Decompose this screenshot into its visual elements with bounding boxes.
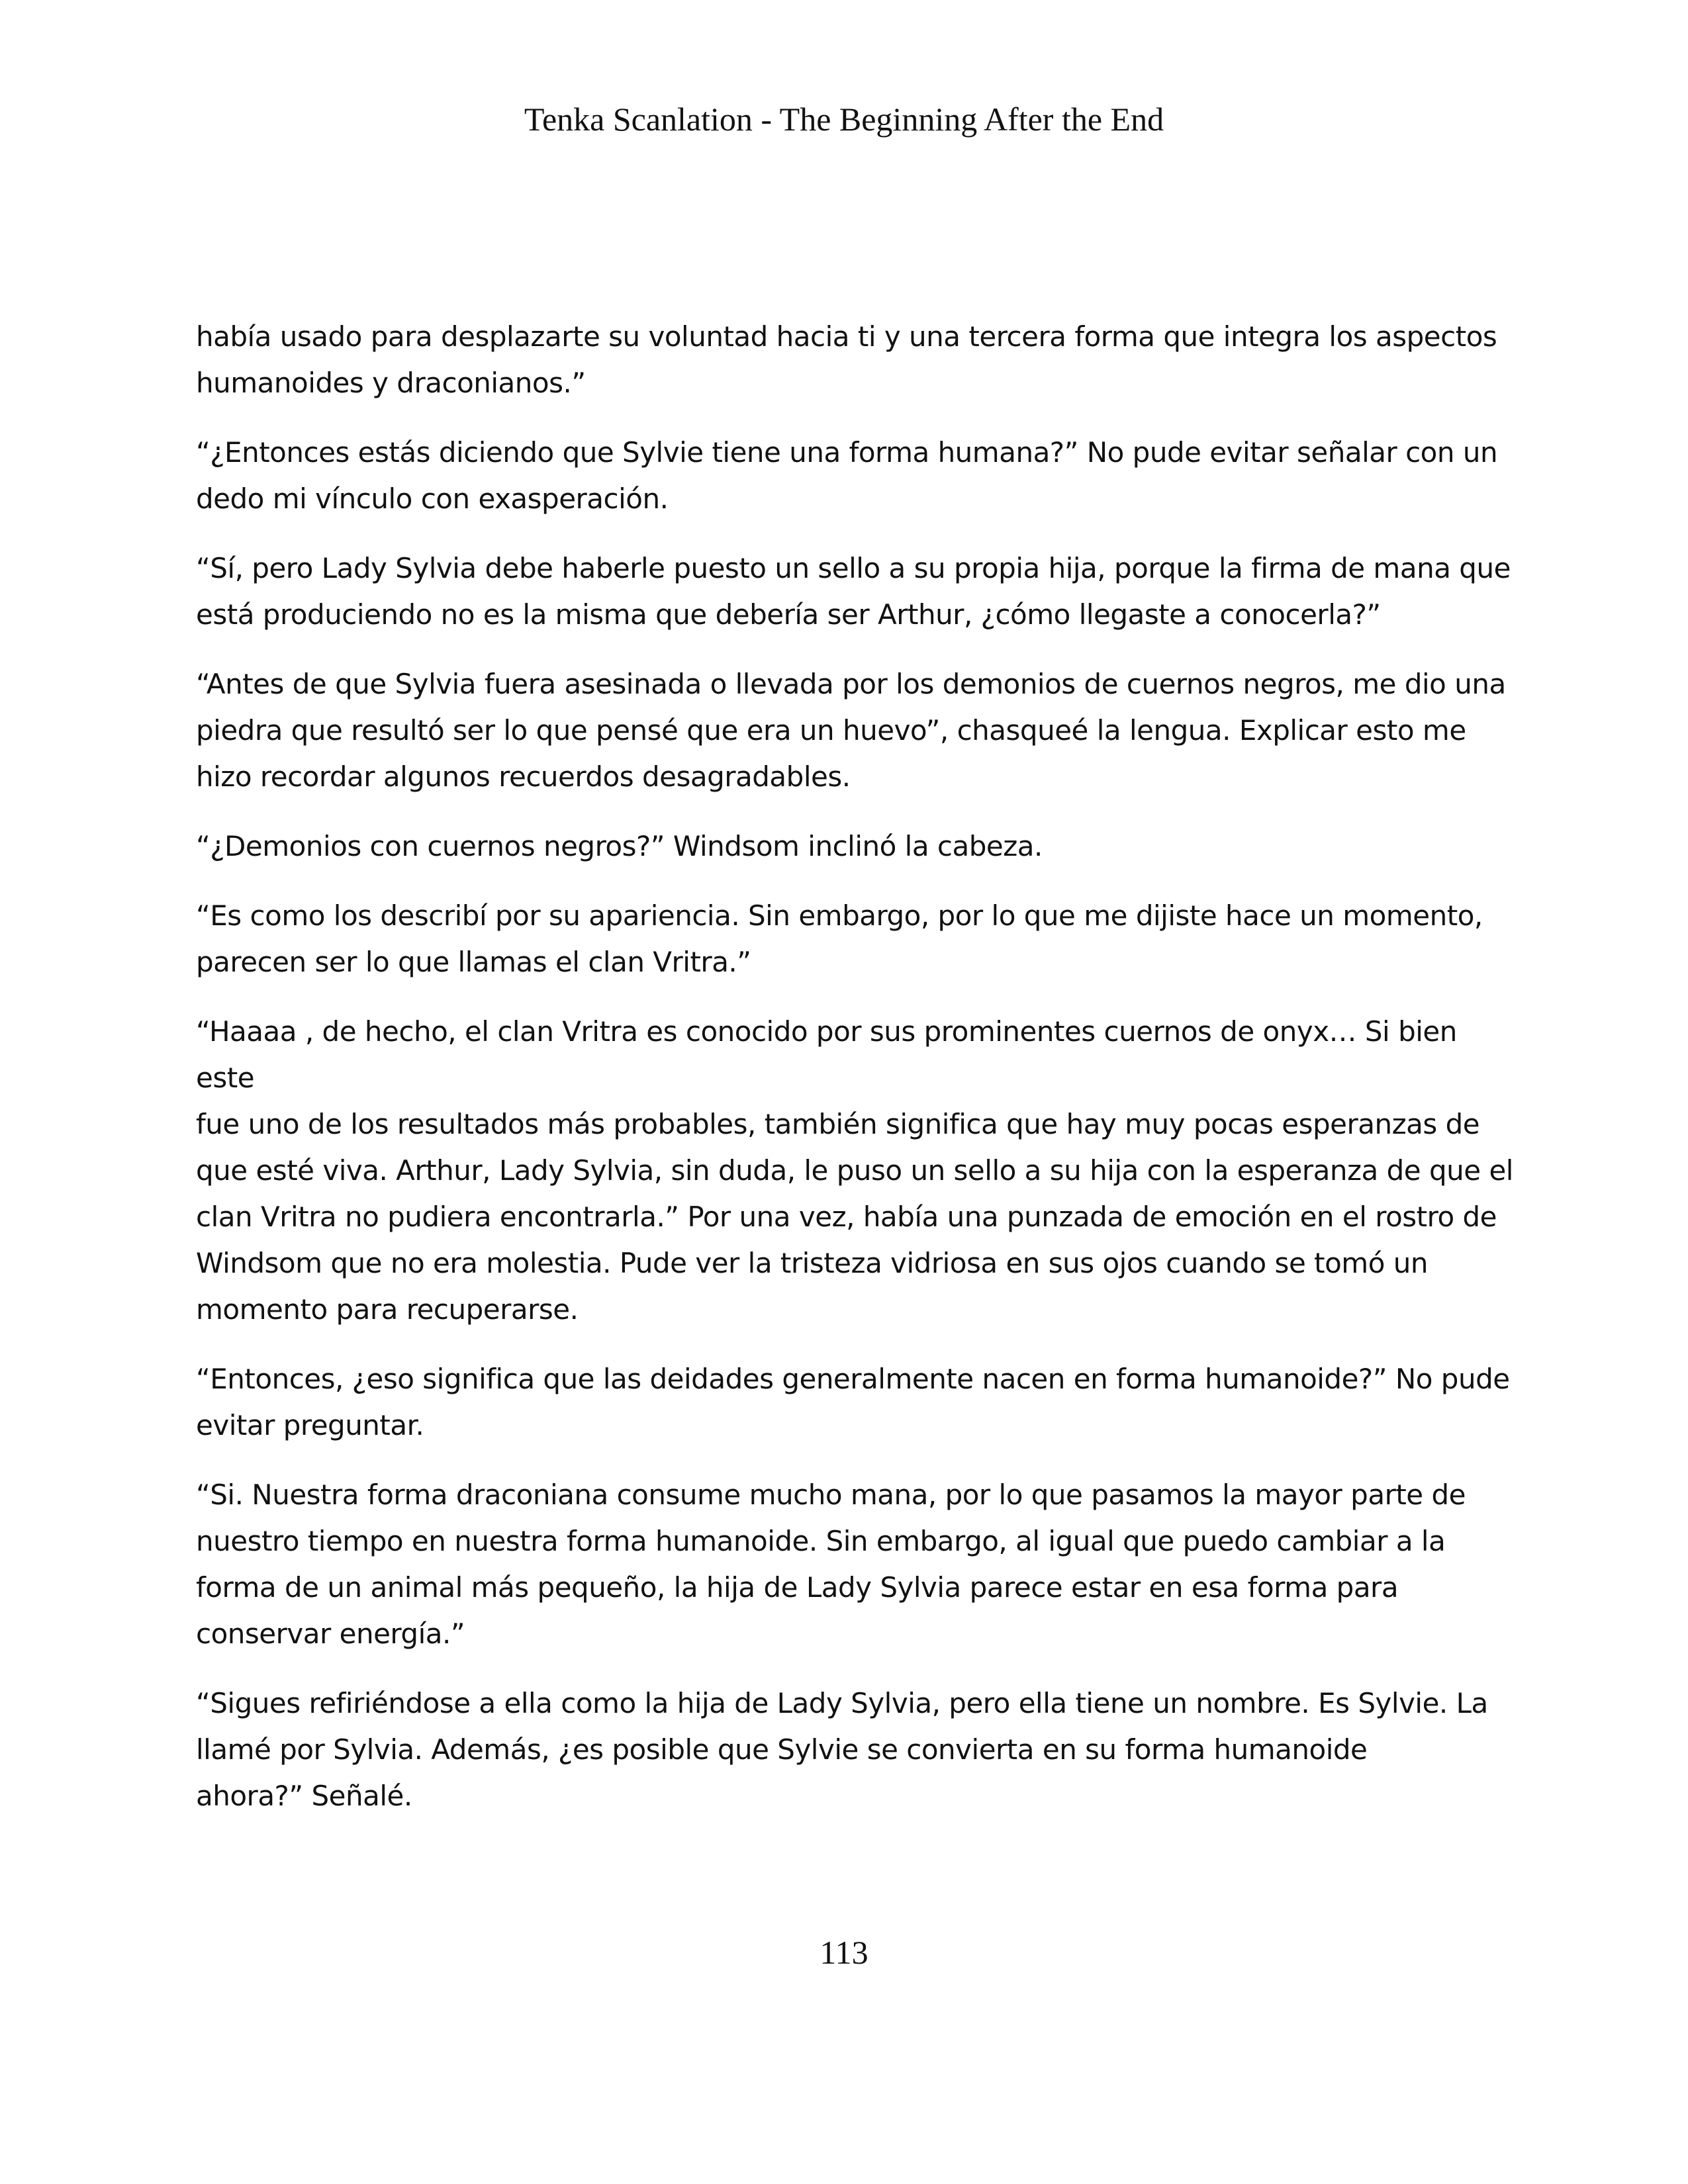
paragraph: había usado para desplazarte su voluntad hacia ti y una tercera forma que integra los aspectos humanoides y draconianos.” [196, 320, 1497, 399]
paragraph: “Antes de que Sylvia fuera asesinada o llevada por los demonios de cuernos negros, me dio una piedra que resultó ser lo que pensé que era un huevo”, chasqueé la lengua. Explicar esto me hizo recordar algunos recuerdos desagradables. [196, 668, 1506, 793]
page-number: 113 [820, 1934, 868, 1971]
paragraph: “Sigues refiriéndose a ella como la hija de Lady Sylvia, pero ella tiene un nombre. Es Sylvie. La llamé por Sylvia. Además, ¿es posible que Sylvie se convierta en su forma humanoide ahora?” Señalé. [196, 1687, 1488, 1812]
paragraph: “¿Entonces estás diciendo que Sylvie tiene una forma humana?” No pude evitar señalar con un dedo mi vínculo con exasperación. [196, 436, 1498, 515]
page-body [196, 314, 1513, 1843]
running-header: Tenka Scanlation - The Beginning After the End [524, 101, 1164, 138]
paragraph: “Es como los describí por su apariencia. Sin embargo, por lo que me dijiste hace un momento, parecen ser lo que llamas el clan Vritra.” [196, 899, 1483, 978]
paragraph: “Si. Nuestra forma draconiana consume mucho mana, por lo que pasamos la mayor parte de nuestro tiempo en nuestra forma humanoide. Sin embargo, al igual que puedo cambiar a la forma de un animal más pequeño, la hija de Lady Sylvia parece estar en esa forma para conservar energía.” [196, 1479, 1466, 1650]
paragraph: “Haaaa , de hecho, el clan Vritra es conocido por sus prominentes cuernos de onyx… Si bien este fue uno de los resultados más probables, también significa que hay muy pocas esperanzas de que esté viva. Arthur, Lady Sylvia, sin duda, le puso un sello a su hija con la esperanza de que el clan Vritra no pudiera encontrarla.” Por una vez, había una punzada de emoción en el rostro de Windsom que no era molestia. Pude ver la tristeza vidriosa en sus ojos cuando se tomó un momento para recuperarse. [196, 1015, 1513, 1326]
paragraph: “Sí, pero Lady Sylvia debe haberle puesto un sello a su propia hija, porque la firma de mana que está produciendo no es la misma que debería ser Arthur, ¿cómo llegaste a conocerla?” [196, 552, 1511, 631]
paragraph: “Entonces, ¿eso significa que las deidades generalmente nacen en forma humanoide?” No pude evitar preguntar. [196, 1363, 1510, 1441]
paragraph: “¿Demonios con cuernos negros?” Windsom inclinó la cabeza. [196, 830, 1043, 862]
